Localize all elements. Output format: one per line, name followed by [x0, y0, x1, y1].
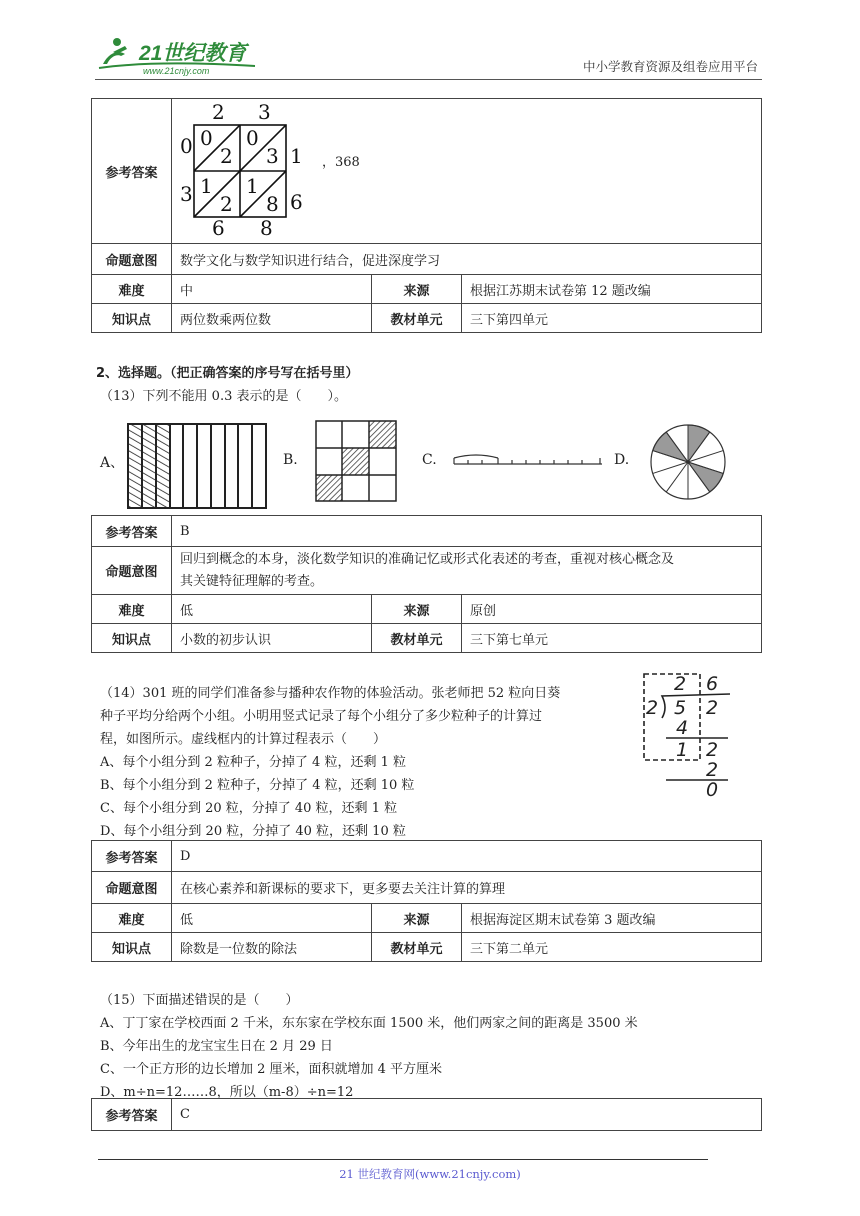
svg-text:5: 5	[674, 697, 687, 719]
option-d-figure	[648, 422, 728, 502]
svg-text:3: 3	[266, 144, 279, 168]
svg-text:4: 4	[676, 717, 689, 739]
q14-stem-line1: （14）301 班的同学们准备参与播种农作物的体验活动。张老师把 52 粒向日葵	[100, 686, 561, 701]
intent-label: 命题意图	[92, 547, 172, 595]
q15-stem: （15）下面描述错误的是（ ）	[100, 993, 299, 1008]
q12-info-table	[91, 98, 762, 333]
svg-text:2: 2	[706, 759, 719, 781]
q14-option-b: B、每个小组分到 2 粒种子，分掉了 4 粒，还剩 10 粒	[100, 778, 415, 793]
q13-unit: 三下第七单元	[462, 624, 762, 653]
q13-intent	[172, 547, 762, 595]
q13-info-table	[91, 515, 762, 653]
option-d-label: D.	[614, 452, 630, 468]
svg-text:21世纪教育: 21世纪教育	[139, 42, 247, 65]
q12-answer-cell	[172, 99, 762, 244]
svg-text:6: 6	[706, 673, 719, 695]
source-label: 来源	[372, 275, 462, 304]
svg-text:2: 2	[706, 739, 719, 761]
source-label: 来源	[372, 595, 462, 624]
difficulty-label: 难度	[92, 904, 172, 933]
lattice-multiplication-figure	[180, 101, 320, 241]
svg-text:1: 1	[246, 174, 259, 198]
q12-unit: 三下第四单元	[462, 304, 762, 333]
svg-text:2: 2	[646, 697, 659, 719]
page-header	[95, 34, 762, 80]
answer-label: 参考答案	[92, 99, 172, 244]
q15-answer: C	[172, 1099, 762, 1131]
q12-source: 根据江苏期末试卷第 12 题改编	[462, 275, 762, 304]
option-a-figure	[126, 422, 268, 510]
svg-text:0: 0	[706, 779, 719, 798]
q15-option-d: D、m÷n=12……8，所以（m-8）÷n=12	[100, 1085, 354, 1100]
q12-answer-value: ，368	[322, 155, 360, 170]
option-b-figure	[314, 419, 398, 503]
q12-knowledge: 两位数乘两位数	[172, 304, 372, 333]
svg-text:1: 1	[200, 174, 213, 198]
svg-text:0: 0	[180, 134, 193, 158]
svg-text:2: 2	[220, 144, 233, 168]
q14-knowledge: 除数是一位数的除法	[172, 933, 372, 962]
svg-text:1: 1	[676, 739, 689, 761]
q14-info-table	[91, 840, 762, 962]
q15-info-table	[91, 1098, 762, 1131]
knowledge-label: 知识点	[92, 933, 172, 962]
q15-option-a: A、丁丁家在学校西面 2 千米，东东家在学校东面 1500 米，他们两家之间的距离是 3500 米	[100, 1016, 638, 1031]
q14-stem-line3: 程，如图所示。虚线框内的计算过程表示（ ）	[100, 732, 387, 747]
section-title: 2、选择题。（把正确答案的序号写在括号里）	[96, 366, 359, 381]
svg-text:2: 2	[706, 697, 719, 719]
intent-label: 命题意图	[92, 244, 172, 275]
q14-option-c: C、每个小组分到 20 粒，分掉了 40 粒，还剩 1 粒	[100, 801, 398, 816]
svg-text:1: 1	[290, 144, 303, 168]
svg-text:2: 2	[220, 192, 233, 216]
option-b-label: B.	[283, 452, 298, 468]
q15-option-c: C、一个正方形的边长增加 2 厘米，面积就增加 4 平方厘米	[100, 1062, 443, 1077]
svg-text:0: 0	[200, 126, 213, 150]
q14-intent: 在核心素养和新课标的要求下，更多要去关注计算的算理	[172, 872, 762, 904]
q13-source: 原创	[462, 595, 762, 624]
svg-text:www.21cnjy.com: www.21cnjy.com	[143, 66, 210, 76]
option-a-label: A、	[100, 455, 125, 471]
svg-text:8: 8	[260, 216, 273, 240]
svg-text:3: 3	[180, 182, 193, 206]
unit-label: 教材单元	[372, 933, 462, 962]
q14-option-d: D、每个小组分到 20 粒，分掉了 40 粒，还剩 10 粒	[100, 824, 406, 839]
svg-text:2: 2	[212, 101, 225, 124]
q13-intent-line2: 其关键特征理解的考查。	[180, 573, 324, 589]
answer-label: 参考答案	[92, 516, 172, 547]
q14-difficulty: 低	[172, 904, 372, 933]
long-division-figure	[640, 670, 736, 798]
option-c-figure	[452, 452, 604, 472]
intent-label: 命题意图	[92, 872, 172, 904]
difficulty-label: 难度	[92, 275, 172, 304]
svg-text:8: 8	[266, 192, 279, 216]
q15-option-b: B、今年出生的龙宝宝生日在 2 月 29 日	[100, 1039, 333, 1054]
knowledge-label: 知识点	[92, 624, 172, 653]
option-c-label: C.	[422, 452, 437, 468]
q13-intent-line1: 回归到概念的本身，淡化数学知识的准确记忆或形式化表述的考查，重视对核心概念及	[180, 551, 675, 567]
unit-label: 教材单元	[372, 304, 462, 333]
answer-label: 参考答案	[92, 841, 172, 872]
q14-stem-line2: 种子平均分给两个小组。小明用竖式记录了每个小组分了多少粒种子的计算过	[100, 709, 543, 724]
q14-answer: D	[172, 841, 762, 872]
q13-difficulty: 低	[172, 595, 372, 624]
header-platform-text: 中小学教育资源及组卷应用平台	[582, 59, 758, 74]
svg-text:2: 2	[674, 673, 687, 695]
q14-source: 根据海淀区期末试卷第 3 题改编	[462, 904, 762, 933]
brand-logo	[95, 34, 265, 76]
svg-text:0: 0	[246, 126, 259, 150]
q12-intent: 数学文化与数学知识进行结合，促进深度学习	[172, 244, 762, 275]
q14-option-a: A、每个小组分到 2 粒种子，分掉了 4 粒，还剩 1 粒	[100, 755, 406, 770]
svg-text:6: 6	[290, 190, 303, 214]
q13-answer: B	[172, 516, 762, 547]
footer-text[interactable]: 21 世纪教育网(www.21cnjy.com)	[339, 1167, 521, 1181]
q13-knowledge: 小数的初步认识	[172, 624, 372, 653]
svg-text:6: 6	[212, 216, 225, 240]
footer-divider	[98, 1159, 708, 1160]
q14-unit: 三下第二单元	[462, 933, 762, 962]
difficulty-label: 难度	[92, 595, 172, 624]
answer-label: 参考答案	[92, 1099, 172, 1131]
q13-stem: （13）下列不能用 0.3 表示的是（ ）。	[100, 389, 347, 404]
knowledge-label: 知识点	[92, 304, 172, 333]
source-label: 来源	[372, 904, 462, 933]
q12-difficulty: 中	[172, 275, 372, 304]
svg-text:3: 3	[258, 101, 271, 124]
unit-label: 教材单元	[372, 624, 462, 653]
